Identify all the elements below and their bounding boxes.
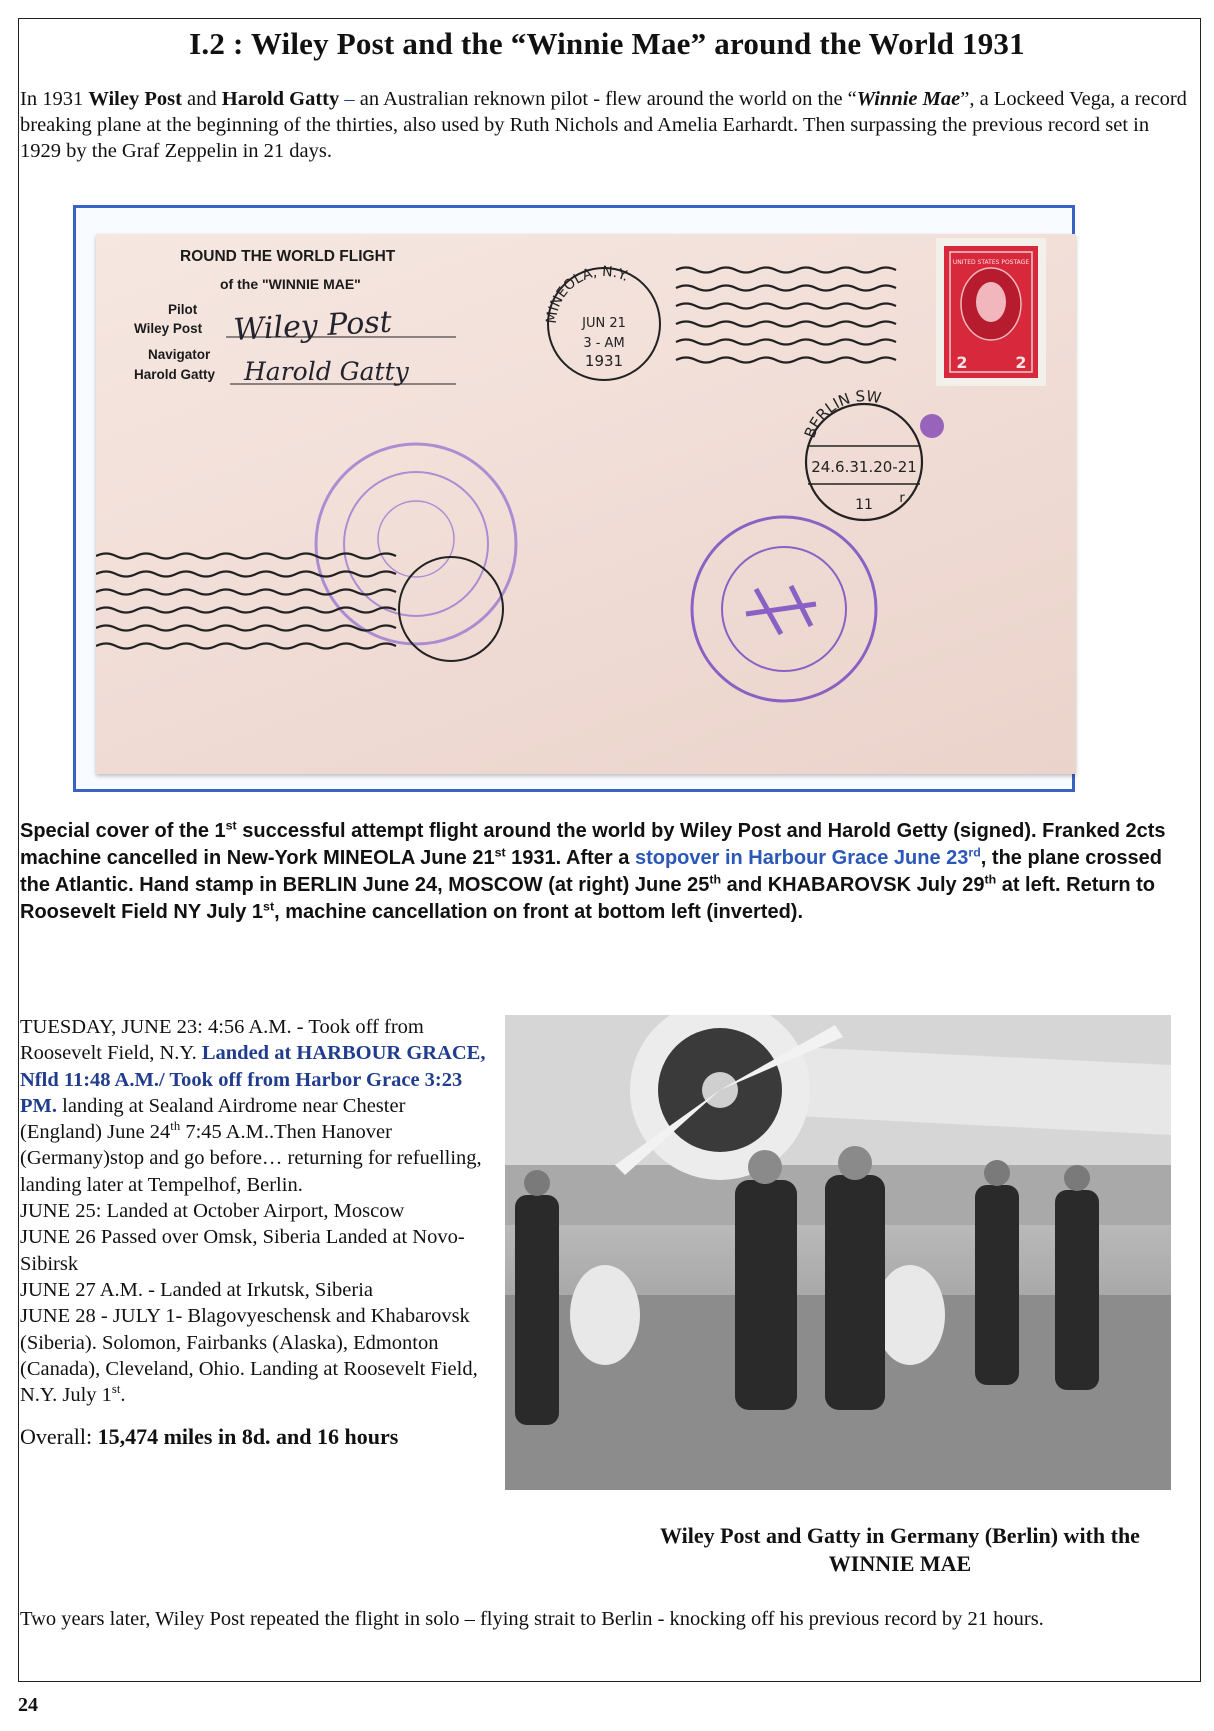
timeline-entry: JUNE 26 Passed over Omsk, Siberia Landed at Novo-Sibirsk [20, 1226, 465, 1275]
stamp-value-right: 2 [1015, 353, 1027, 372]
berlin-postmark-date: 24.6.31.20-21 [811, 458, 917, 476]
pilot-name: Wiley Post [134, 321, 203, 336]
cover-heading-line1: ROUND THE WORLD FLIGHT [180, 248, 396, 265]
mineola-postmark-ring: MINEOLA, N.Y. [543, 263, 632, 325]
flight-timeline [20, 1014, 490, 1451]
page-number: 24 [18, 1694, 38, 1716]
overall-summary: Overall: 15,474 miles in 8d. and 16 hours [20, 1424, 399, 1450]
mineola-postmark-time: 3 - AM [583, 336, 625, 351]
timeline-entry: JUNE 28 - JULY 1- Blagovyeschensk and Khabarovsk (Siberia). Solomon, Fairbanks (Alaska), Edmonton (Canada), Cleveland, Ohio. Landing at Roosevelt Field, N.Y. July 1st. [20, 1305, 478, 1407]
photo-caption-line2: WINNIE MAE [828, 1551, 972, 1576]
machine-cancel-lines-bottom [96, 554, 396, 649]
inverted-mineola-postmark [399, 557, 503, 661]
khabarovsk-violet-seal [316, 444, 516, 644]
cover-description: Special cover of the 1st successful attempt flight around the world by Wiley Post and Harold Getty (signed). Franked 2cts machine cancelled in New-York MINEOLA June 21st 1931. After a stopover in Harbour Grace June 23rd, the plane crossed the Atlantic. Hand stamp in BERLIN June 24, MOSCOW (at right) June 25th and KHABAROVSK July 29th at left. Return to Roosevelt Field NY July 1st, machine cancellation on front at bottom left (inverted). [20, 818, 1166, 923]
page-title: I.2 : Wiley Post and the “Winnie Mae” around the World 1931 [189, 26, 1025, 61]
berlin-postmark-letter: r [899, 491, 905, 506]
pilot-role: Pilot [168, 302, 198, 317]
timeline-entry: JUNE 27 A.M. - Landed at Irkutsk, Siberia [20, 1278, 373, 1301]
photo-caption-line1: Wiley Post and Gatty in Germany (Berlin) with the [660, 1523, 1140, 1548]
violet-ink-blot [920, 414, 944, 438]
pilot-signature: Wiley Post [232, 304, 393, 348]
navigator-signature: Harold Gatty [244, 357, 409, 386]
stamp-value-left: 2 [956, 353, 968, 372]
timeline-entry: JUNE 25: Landed at October Airport, Moscow [20, 1200, 405, 1223]
mineola-postmark-year: 1931 [584, 352, 624, 370]
cover-markings [96, 234, 1076, 774]
moscow-violet-seal [692, 517, 876, 701]
cover-heading-line2: of the "WINNIE MAE" [220, 276, 361, 292]
closing-note: Two years later, Wiley Post repeated the flight in solo – flying strait to Berlin - knocking off his previous record by 21 hours. [20, 1608, 1044, 1630]
two-cent-stamp [936, 238, 1046, 386]
photo-caption [600, 1522, 1200, 1578]
stamp-label: UNITED STATES POSTAGE [952, 259, 1030, 266]
timeline-entry: TUESDAY, JUNE 23: 4:56 A.M. - Took off from Roosevelt Field, N.Y. Landed at HARBOUR GRACE, Nfld 11:48 A.M./ Took off from Harbor Grace 3:23 PM. landing at Sealand Airdrome near Chester (England) June 24th 7:45 A.M..Then Hanover (Germany)stop and go before… returning for refuelling, landing later at Tempelhof, Berlin. [20, 1016, 486, 1196]
berlin-postmark-code: 11 [855, 497, 873, 513]
berlin-postmark-ring: BERLIN SW [800, 386, 883, 441]
machine-cancel-lines-top [676, 268, 896, 363]
photo-illustration [505, 1015, 1171, 1490]
navigator-role: Navigator [148, 347, 211, 362]
winnie-mae-photo [505, 1015, 1171, 1490]
flight-cover-envelope [96, 234, 1076, 774]
navigator-name: Harold Gatty [134, 367, 216, 382]
mineola-postmark-date: JUN 21 [582, 316, 626, 331]
intro-paragraph: In 1931 Wiley Post and Harold Gatty – an Australian reknown pilot - flew around the world on the “Winnie Mae”, a Lockeed Vega, a record breaking plane at the beginning of the thirties, also used by Ruth Nichols and Amelia Earhardt. Then surpassing the previous record set in 1929 by the Graf Zeppelin in 21 days. [20, 88, 1187, 162]
